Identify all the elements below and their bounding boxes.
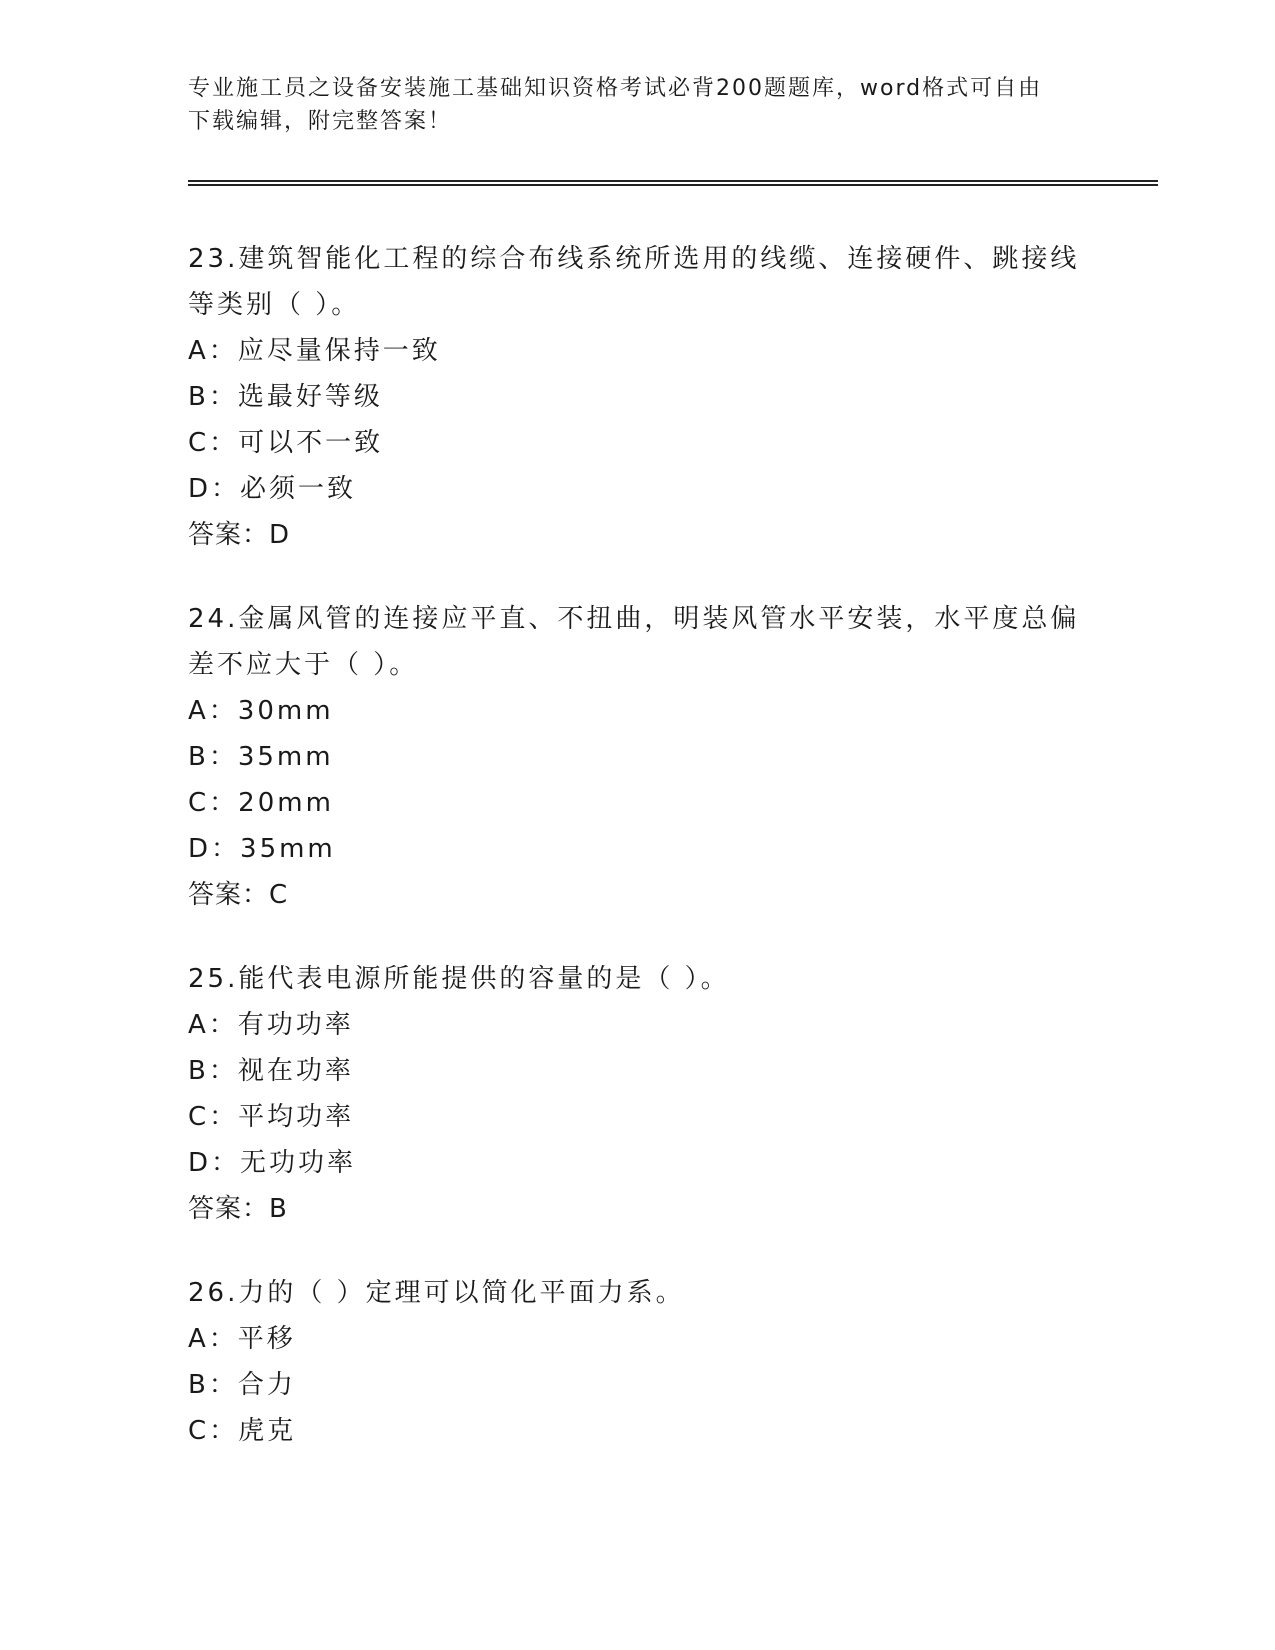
- option-d: D：35mm: [188, 834, 336, 864]
- answer: 答案：C: [188, 880, 289, 910]
- answer: 答案：D: [188, 520, 291, 550]
- option-a: A：有功功率: [188, 1010, 354, 1040]
- question-text: 26.力的（ ）定理可以简化平面力系。: [188, 1278, 685, 1308]
- question-text: [188, 596, 1088, 688]
- option-b: B：选最好等级: [188, 382, 383, 412]
- option-d: D：必须一致: [188, 474, 357, 504]
- option-b: B：视在功率: [188, 1056, 354, 1086]
- option-d: D：无功功率: [188, 1148, 357, 1178]
- option-a: A：平移: [188, 1324, 296, 1354]
- header-divider-bottom: [188, 184, 1158, 186]
- option-a: A：应尽量保持一致: [188, 336, 441, 366]
- answer: 答案：B: [188, 1194, 288, 1224]
- option-b: B：合力: [188, 1370, 296, 1400]
- question-text-line-2: 等类别（ ）。: [188, 290, 361, 320]
- option-c: C：虎克: [188, 1416, 297, 1446]
- option-c: C：平均功率: [188, 1102, 355, 1132]
- document-header: [188, 72, 1088, 138]
- question-text-line-1: 23.建筑智能化工程的综合布线系统所选用的线缆、连接硬件、跳接线: [188, 244, 1080, 274]
- header-line-2: 下载编辑，附完整答案！: [188, 109, 453, 134]
- question-text: [188, 236, 1088, 328]
- question-text: 25.能代表电源所能提供的容量的是（ ）。: [188, 964, 730, 994]
- question-text-line-2: 差不应大于（ ）。: [188, 650, 419, 680]
- option-b: B：35mm: [188, 742, 334, 772]
- option-a: A：30mm: [188, 696, 334, 726]
- header-line-1: 专业施工员之设备安装施工基础知识资格考试必背200题题库，word格式可自由: [188, 76, 1043, 101]
- question-list: [188, 236, 1088, 1492]
- question-text-line-1: 24.金属风管的连接应平直、不扭曲，明装风管水平安装，水平度总偏: [188, 604, 1080, 634]
- option-c: C：20mm: [188, 788, 334, 818]
- option-c: C：可以不一致: [188, 428, 384, 458]
- header-divider-top: [188, 180, 1158, 182]
- question-26: [188, 1270, 1088, 1454]
- question-23: [188, 236, 1088, 558]
- question-25: [188, 956, 1088, 1232]
- question-24: [188, 596, 1088, 918]
